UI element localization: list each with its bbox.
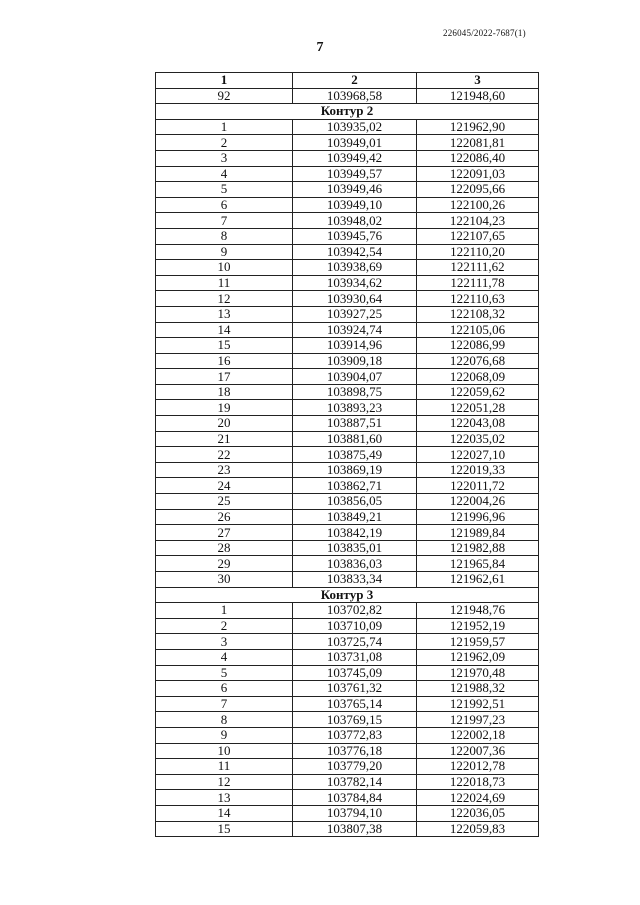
table-row [156, 228, 539, 244]
x-coordinate-cell: 103949,01 [293, 135, 417, 151]
table-row [156, 509, 539, 525]
y-coordinate-cell: 122007,36 [417, 743, 539, 759]
table-row [156, 416, 539, 432]
point-number-cell: 2 [156, 618, 293, 634]
point-number-cell: 4 [156, 649, 293, 665]
table-row [156, 369, 539, 385]
coordinates-table [155, 72, 539, 837]
x-coordinate-cell: 103761,32 [293, 681, 417, 697]
table-row [156, 494, 539, 510]
point-number-cell: 1 [156, 603, 293, 619]
point-number-cell: 5 [156, 182, 293, 198]
table-row [156, 634, 539, 650]
table-row [156, 213, 539, 229]
table-body [156, 88, 539, 837]
y-coordinate-cell: 121996,96 [417, 509, 539, 525]
column-header: 2 [293, 73, 417, 89]
x-coordinate-cell: 103779,20 [293, 759, 417, 775]
table-row [156, 681, 539, 697]
table-row [156, 712, 539, 728]
point-number-cell: 24 [156, 478, 293, 494]
table-row [156, 774, 539, 790]
x-coordinate-cell: 103935,02 [293, 119, 417, 135]
x-coordinate-cell: 103898,75 [293, 384, 417, 400]
document-id: 226045/2022-7687(1) [443, 28, 526, 38]
y-coordinate-cell: 122086,40 [417, 150, 539, 166]
x-coordinate-cell: 103794,10 [293, 805, 417, 821]
table-row [156, 135, 539, 151]
column-header: 1 [156, 73, 293, 89]
y-coordinate-cell: 122043,08 [417, 416, 539, 432]
point-number-cell: 18 [156, 384, 293, 400]
x-coordinate-cell: 103938,69 [293, 260, 417, 276]
x-coordinate-cell: 103842,19 [293, 525, 417, 541]
y-coordinate-cell: 122002,18 [417, 727, 539, 743]
table-row [156, 119, 539, 135]
point-number-cell: 1 [156, 119, 293, 135]
y-coordinate-cell: 121959,57 [417, 634, 539, 650]
point-number-cell: 8 [156, 712, 293, 728]
y-coordinate-cell: 122004,26 [417, 494, 539, 510]
x-coordinate-cell: 103869,19 [293, 462, 417, 478]
table-row [156, 291, 539, 307]
table-row [156, 260, 539, 276]
y-coordinate-cell: 121988,32 [417, 681, 539, 697]
point-number-cell: 28 [156, 540, 293, 556]
table-row [156, 821, 539, 837]
point-number-cell: 10 [156, 260, 293, 276]
x-coordinate-cell: 103930,64 [293, 291, 417, 307]
point-number-cell: 27 [156, 525, 293, 541]
x-coordinate-cell: 103875,49 [293, 447, 417, 463]
section-header-row [156, 587, 539, 603]
table-row [156, 400, 539, 416]
point-number-cell: 5 [156, 665, 293, 681]
y-coordinate-cell: 122068,09 [417, 369, 539, 385]
table-row [156, 649, 539, 665]
y-coordinate-cell: 122018,73 [417, 774, 539, 790]
x-coordinate-cell: 103904,07 [293, 369, 417, 385]
point-number-cell: 30 [156, 572, 293, 588]
x-coordinate-cell: 103769,15 [293, 712, 417, 728]
y-coordinate-cell: 122086,99 [417, 338, 539, 354]
table-row [156, 743, 539, 759]
point-number-cell: 7 [156, 696, 293, 712]
point-number-cell: 16 [156, 353, 293, 369]
table-row [156, 727, 539, 743]
table-row [156, 478, 539, 494]
point-number-cell: 12 [156, 291, 293, 307]
y-coordinate-cell: 121948,60 [417, 88, 539, 104]
section-title: Контур 3 [156, 587, 539, 603]
y-coordinate-cell: 122024,69 [417, 790, 539, 806]
table-row [156, 665, 539, 681]
table-row [156, 244, 539, 260]
table-row [156, 150, 539, 166]
table-row [156, 338, 539, 354]
y-coordinate-cell: 122012,78 [417, 759, 539, 775]
table-row [156, 556, 539, 572]
point-number-cell: 29 [156, 556, 293, 572]
y-coordinate-cell: 122105,06 [417, 322, 539, 338]
point-number-cell: 11 [156, 759, 293, 775]
point-number-cell: 6 [156, 197, 293, 213]
point-number-cell: 14 [156, 322, 293, 338]
table-row [156, 197, 539, 213]
x-coordinate-cell: 103942,54 [293, 244, 417, 260]
y-coordinate-cell: 122019,33 [417, 462, 539, 478]
y-coordinate-cell: 122108,32 [417, 306, 539, 322]
y-coordinate-cell: 121948,76 [417, 603, 539, 619]
table-row [156, 572, 539, 588]
x-coordinate-cell: 103893,23 [293, 400, 417, 416]
y-coordinate-cell: 122036,05 [417, 805, 539, 821]
point-number-cell: 9 [156, 244, 293, 260]
point-number-cell: 12 [156, 774, 293, 790]
y-coordinate-cell: 121962,61 [417, 572, 539, 588]
table-row [156, 603, 539, 619]
x-coordinate-cell: 103949,57 [293, 166, 417, 182]
y-coordinate-cell: 122059,83 [417, 821, 539, 837]
table-row [156, 353, 539, 369]
table-row [156, 182, 539, 198]
y-coordinate-cell: 122104,23 [417, 213, 539, 229]
y-coordinate-cell: 122027,10 [417, 447, 539, 463]
x-coordinate-cell: 103924,74 [293, 322, 417, 338]
table-row [156, 696, 539, 712]
table-row [156, 384, 539, 400]
y-coordinate-cell: 121952,19 [417, 618, 539, 634]
table-row [156, 166, 539, 182]
point-number-cell: 4 [156, 166, 293, 182]
y-coordinate-cell: 122081,81 [417, 135, 539, 151]
point-number-cell: 3 [156, 634, 293, 650]
point-number-cell: 11 [156, 275, 293, 291]
table-header-row [156, 73, 539, 89]
point-number-cell: 20 [156, 416, 293, 432]
y-coordinate-cell: 122110,20 [417, 244, 539, 260]
table-row [156, 431, 539, 447]
x-coordinate-cell: 103949,46 [293, 182, 417, 198]
x-coordinate-cell: 103836,03 [293, 556, 417, 572]
y-coordinate-cell: 121970,48 [417, 665, 539, 681]
x-coordinate-cell: 103887,51 [293, 416, 417, 432]
x-coordinate-cell: 103862,71 [293, 478, 417, 494]
x-coordinate-cell: 103765,14 [293, 696, 417, 712]
y-coordinate-cell: 122111,62 [417, 260, 539, 276]
y-coordinate-cell: 122111,78 [417, 275, 539, 291]
x-coordinate-cell: 103968,58 [293, 88, 417, 104]
section-title: Контур 2 [156, 104, 539, 120]
x-coordinate-cell: 103949,10 [293, 197, 417, 213]
point-number-cell: 10 [156, 743, 293, 759]
y-coordinate-cell: 122059,62 [417, 384, 539, 400]
point-number-cell: 14 [156, 805, 293, 821]
point-number-cell: 15 [156, 338, 293, 354]
x-coordinate-cell: 103927,25 [293, 306, 417, 322]
y-coordinate-cell: 121965,84 [417, 556, 539, 572]
y-coordinate-cell: 122107,65 [417, 228, 539, 244]
point-number-cell: 13 [156, 306, 293, 322]
x-coordinate-cell: 103710,09 [293, 618, 417, 634]
table-row [156, 790, 539, 806]
point-number-cell: 6 [156, 681, 293, 697]
y-coordinate-cell: 121962,09 [417, 649, 539, 665]
section-header-row [156, 104, 539, 120]
page-number: 7 [316, 40, 324, 55]
x-coordinate-cell: 103702,82 [293, 603, 417, 619]
x-coordinate-cell: 103731,08 [293, 649, 417, 665]
x-coordinate-cell: 103856,05 [293, 494, 417, 510]
point-number-cell: 26 [156, 509, 293, 525]
table-row [156, 447, 539, 463]
x-coordinate-cell: 103948,02 [293, 213, 417, 229]
x-coordinate-cell: 103881,60 [293, 431, 417, 447]
y-coordinate-cell: 121962,90 [417, 119, 539, 135]
x-coordinate-cell: 103725,74 [293, 634, 417, 650]
point-number-cell: 15 [156, 821, 293, 837]
point-number-cell: 23 [156, 462, 293, 478]
table-row [156, 88, 539, 104]
x-coordinate-cell: 103949,42 [293, 150, 417, 166]
point-number-cell: 22 [156, 447, 293, 463]
x-coordinate-cell: 103782,14 [293, 774, 417, 790]
y-coordinate-cell: 121997,23 [417, 712, 539, 728]
x-coordinate-cell: 103849,21 [293, 509, 417, 525]
x-coordinate-cell: 103833,34 [293, 572, 417, 588]
x-coordinate-cell: 103745,09 [293, 665, 417, 681]
point-number-cell: 3 [156, 150, 293, 166]
table-row [156, 805, 539, 821]
point-number-cell: 9 [156, 727, 293, 743]
x-coordinate-cell: 103914,96 [293, 338, 417, 354]
point-number-cell: 92 [156, 88, 293, 104]
y-coordinate-cell: 122095,66 [417, 182, 539, 198]
table-row [156, 462, 539, 478]
x-coordinate-cell: 103835,01 [293, 540, 417, 556]
y-coordinate-cell: 122091,03 [417, 166, 539, 182]
point-number-cell: 13 [156, 790, 293, 806]
point-number-cell: 8 [156, 228, 293, 244]
column-header: 3 [417, 73, 539, 89]
y-coordinate-cell: 121982,88 [417, 540, 539, 556]
table-row [156, 759, 539, 775]
y-coordinate-cell: 122051,28 [417, 400, 539, 416]
y-coordinate-cell: 122011,72 [417, 478, 539, 494]
y-coordinate-cell: 121992,51 [417, 696, 539, 712]
y-coordinate-cell: 122035,02 [417, 431, 539, 447]
table-row [156, 540, 539, 556]
x-coordinate-cell: 103784,84 [293, 790, 417, 806]
x-coordinate-cell: 103807,38 [293, 821, 417, 837]
table-row [156, 322, 539, 338]
x-coordinate-cell: 103772,83 [293, 727, 417, 743]
x-coordinate-cell: 103909,18 [293, 353, 417, 369]
table-row [156, 618, 539, 634]
x-coordinate-cell: 103776,18 [293, 743, 417, 759]
table-row [156, 275, 539, 291]
point-number-cell: 19 [156, 400, 293, 416]
table-row [156, 525, 539, 541]
y-coordinate-cell: 122100,26 [417, 197, 539, 213]
table-row [156, 306, 539, 322]
point-number-cell: 21 [156, 431, 293, 447]
x-coordinate-cell: 103934,62 [293, 275, 417, 291]
point-number-cell: 17 [156, 369, 293, 385]
point-number-cell: 7 [156, 213, 293, 229]
y-coordinate-cell: 122110,63 [417, 291, 539, 307]
y-coordinate-cell: 121989,84 [417, 525, 539, 541]
x-coordinate-cell: 103945,76 [293, 228, 417, 244]
y-coordinate-cell: 122076,68 [417, 353, 539, 369]
point-number-cell: 25 [156, 494, 293, 510]
point-number-cell: 2 [156, 135, 293, 151]
